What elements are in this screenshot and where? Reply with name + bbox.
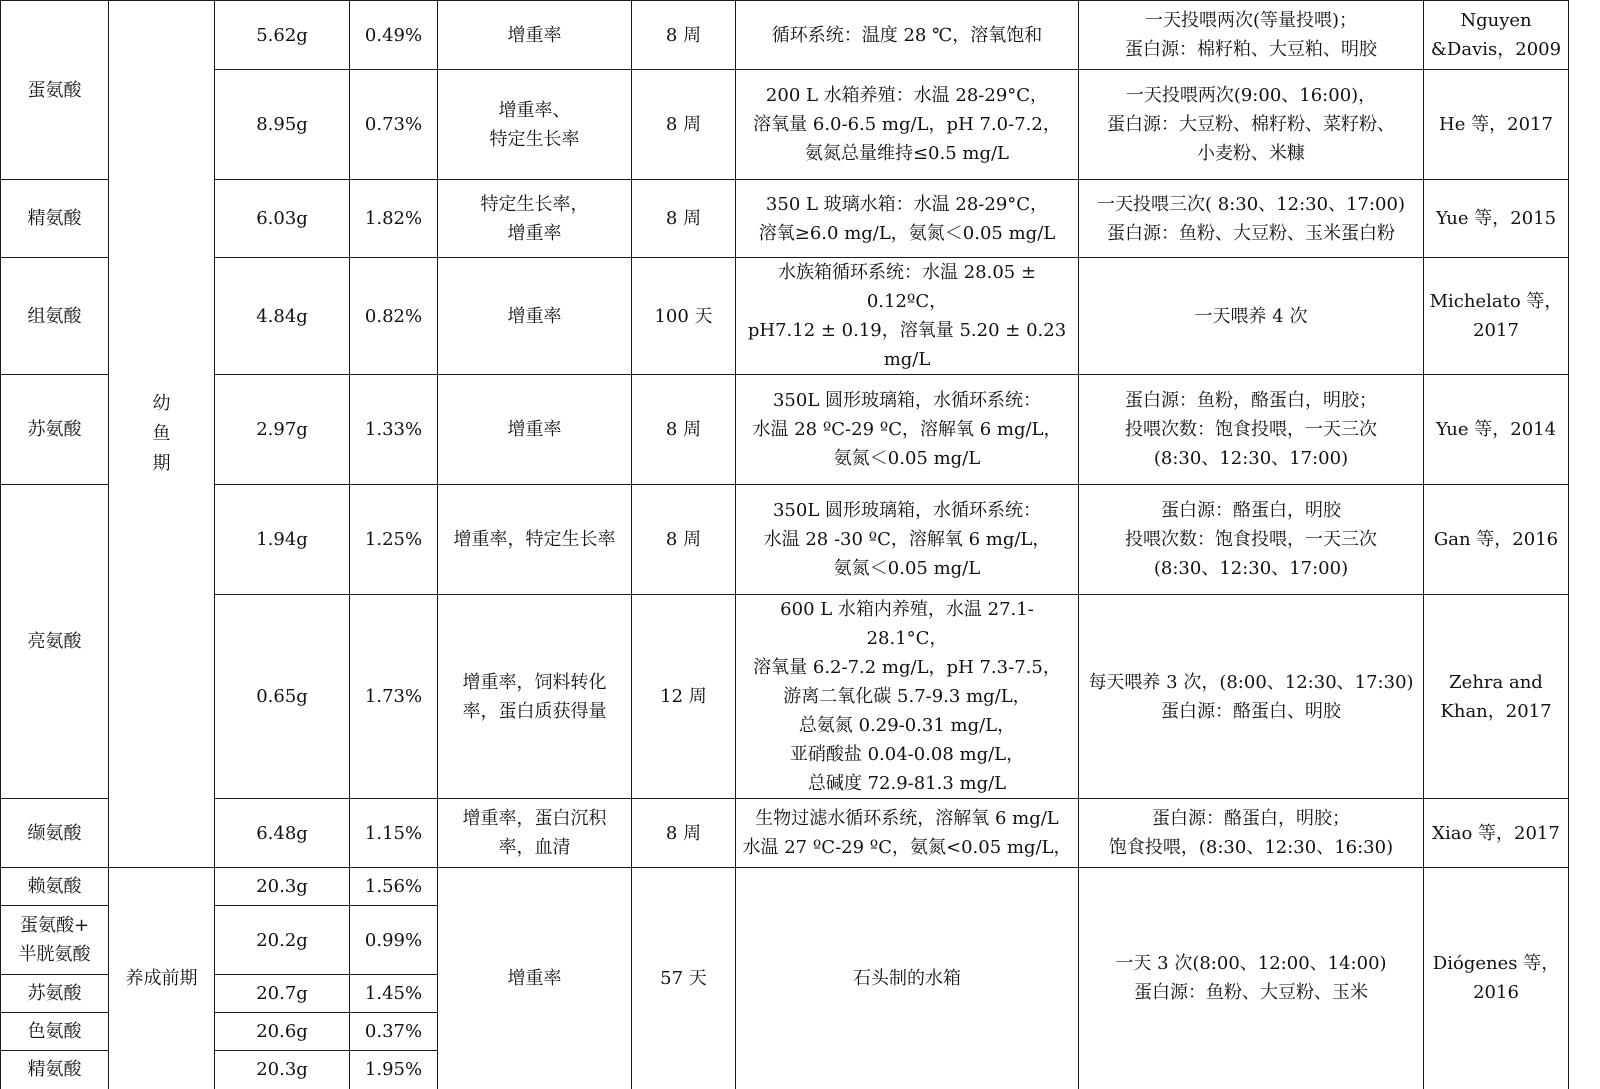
fish-weight-cell: 1.94g — [215, 485, 350, 595]
duration-cell: 8 周 — [632, 70, 736, 180]
requirement-cell: 1.45% — [350, 975, 438, 1013]
reference-cell: Gan 等，2016 — [1424, 485, 1569, 595]
requirement-cell: 1.73% — [350, 595, 438, 799]
requirement-cell: 1.25% — [350, 485, 438, 595]
indicator-cell: 增重率、 特定生长率 — [438, 70, 632, 180]
reference-cell: Yue 等，2015 — [1424, 180, 1569, 258]
conditions-cell: 水族箱循环系统：水温 28.05 ± 0.12ºC， pH7.12 ± 0.19，溶氧量 5.20 ± 0.23 mg/L — [736, 258, 1079, 375]
duration-cell: 12 周 — [632, 595, 736, 799]
amino-acid-cell: 色氨酸 — [1, 1013, 109, 1051]
fish-weight-cell: 6.48g — [215, 799, 350, 868]
fish-weight-cell: 2.97g — [215, 375, 350, 485]
table-row — [1, 258, 1569, 375]
conditions-cell: 600 L 水箱内养殖，水温 27.1-28.1°C， 溶氧量 6.2-7.2 mg/L，pH 7.3-7.5， 游离二氧化碳 5.7-9.3 mg/L， 总氨氮 0.29-0.31 mg/L， 亚硝酸盐 0.04-0.08 mg/L， 总碱度 72.9-81.3 mg/L — [736, 595, 1079, 799]
reference-cell: Yue 等，2014 — [1424, 375, 1569, 485]
indicator-cell: 增重率 — [438, 868, 632, 1089]
amino-acid-cell: 赖氨酸 — [1, 868, 109, 906]
conditions-cell: 350L 圆形玻璃箱，水循环系统： 水温 28 ºC-29 ºC，溶解氧 6 mg/L， 氨氮＜0.05 mg/L — [736, 375, 1079, 485]
amino-acid-cell: 苏氨酸 — [1, 375, 109, 485]
table-row — [1, 595, 1569, 799]
conditions-cell: 石头制的水箱 — [736, 868, 1079, 1089]
feeding-cell: 一天投喂两次(等量投喂)； 蛋白源：棉籽粕、大豆粕、明胶 — [1079, 1, 1424, 70]
indicator-cell: 增重率 — [438, 1, 632, 70]
reference-cell: Michelato 等， 2017 — [1424, 258, 1569, 375]
requirement-cell: 1.33% — [350, 375, 438, 485]
feeding-cell: 一天 3 次(8:00、12:00、14:00) 蛋白源：鱼粉、大豆粉、玉米 — [1079, 868, 1424, 1089]
duration-cell: 8 周 — [632, 375, 736, 485]
fish-weight-cell: 20.6g — [215, 1013, 350, 1051]
feeding-cell: 一天投喂两次(9:00、16:00)， 蛋白源：大豆粉、棉籽粉、菜籽粉、 小麦粉、米糠 — [1079, 70, 1424, 180]
requirement-cell: 0.49% — [350, 1, 438, 70]
fish-weight-cell: 8.95g — [215, 70, 350, 180]
table-row — [1, 799, 1569, 868]
requirement-cell: 1.82% — [350, 180, 438, 258]
fish-weight-cell: 6.03g — [215, 180, 350, 258]
conditions-cell: 350L 圆形玻璃箱，水循环系统： 水温 28 -30 ºC，溶解氧 6 mg/L， 氨氮＜0.05 mg/L — [736, 485, 1079, 595]
indicator-cell: 增重率，饲料转化 率，蛋白质获得量 — [438, 595, 632, 799]
indicator-cell: 增重率，特定生长率 — [438, 485, 632, 595]
fish-weight-cell: 0.65g — [215, 595, 350, 799]
indicator-cell: 增重率 — [438, 375, 632, 485]
duration-cell: 8 周 — [632, 1, 736, 70]
amino-acid-cell: 苏氨酸 — [1, 975, 109, 1013]
table-row — [1, 868, 1569, 906]
requirement-cell: 1.15% — [350, 799, 438, 868]
indicator-cell: 增重率，蛋白沉积 率，血清 — [438, 799, 632, 868]
growth-stage-cell: 养成前期 — [109, 868, 215, 1089]
duration-cell: 8 周 — [632, 180, 736, 258]
fish-weight-cell: 20.3g — [215, 1051, 350, 1089]
conditions-cell: 循环系统：温度 28 ℃，溶氧饱和 — [736, 1, 1079, 70]
indicator-cell: 增重率 — [438, 258, 632, 375]
amino-acid-cell: 缬氨酸 — [1, 799, 109, 868]
requirement-cell: 0.73% — [350, 70, 438, 180]
requirement-cell: 0.37% — [350, 1013, 438, 1051]
fish-weight-cell: 20.7g — [215, 975, 350, 1013]
duration-cell: 100 天 — [632, 258, 736, 375]
conditions-cell: 200 L 水箱养殖：水温 28-29°C， 溶氧量 6.0-6.5 mg/L，pH 7.0-7.2， 氨氮总量维持≤0.5 mg/L — [736, 70, 1079, 180]
amino-acid-cell: 组氨酸 — [1, 258, 109, 375]
requirement-cell: 1.95% — [350, 1051, 438, 1089]
conditions-cell: 生物过滤水循环系统，溶解氧 6 mg/L 水温 27 ºC-29 ºC，氨氮<0.05 mg/L， — [736, 799, 1079, 868]
reference-cell: Xiao 等，2017 — [1424, 799, 1569, 868]
duration-cell: 57 天 — [632, 868, 736, 1089]
feeding-cell: 每天喂养 3 次，(8:00、12:30、17:30) 蛋白源：酪蛋白、明胶 — [1079, 595, 1424, 799]
feeding-cell: 蛋白源：鱼粉，酪蛋白，明胶； 投喂次数：饱食投喂，一天三次 (8:30、12:30、17:00) — [1079, 375, 1424, 485]
amino-acid-cell: 精氨酸 — [1, 1051, 109, 1089]
feeding-cell: 一天投喂三次( 8:30、12:30、17:00) 蛋白源：鱼粉、大豆粉、玉米蛋白粉 — [1079, 180, 1424, 258]
growth-stage-cell: 幼 鱼 期 — [109, 1, 215, 868]
fish-weight-cell: 5.62g — [215, 1, 350, 70]
requirement-cell: 0.99% — [350, 906, 438, 975]
requirement-cell: 0.82% — [350, 258, 438, 375]
duration-cell: 8 周 — [632, 799, 736, 868]
fish-weight-cell: 4.84g — [215, 258, 350, 375]
feeding-cell: 一天喂养 4 次 — [1079, 258, 1424, 375]
table-row — [1, 375, 1569, 485]
amino-acid-cell: 亮氨酸 — [1, 485, 109, 799]
amino-acid-cell: 精氨酸 — [1, 180, 109, 258]
reference-cell: He 等，2017 — [1424, 70, 1569, 180]
conditions-cell: 350 L 玻璃水箱：水温 28-29°C， 溶氧≥6.0 mg/L，氨氮＜0.05 mg/L — [736, 180, 1079, 258]
feeding-cell: 蛋白源：酪蛋白，明胶； 饱食投喂，(8:30、12:30、16:30) — [1079, 799, 1424, 868]
fish-weight-cell: 20.2g — [215, 906, 350, 975]
table-row — [1, 180, 1569, 258]
reference-cell: Nguyen &Davis，2009 — [1424, 1, 1569, 70]
indicator-cell: 特定生长率， 增重率 — [438, 180, 632, 258]
requirement-cell: 1.56% — [350, 868, 438, 906]
feeding-cell: 蛋白源：酪蛋白，明胶 投喂次数：饱食投喂，一天三次 (8:30、12:30、17:00) — [1079, 485, 1424, 595]
table-row — [1, 1, 1569, 70]
amino-acid-cell: 蛋氨酸 — [1, 1, 109, 180]
reference-cell: Diógenes 等， 2016 — [1424, 868, 1569, 1089]
duration-cell: 8 周 — [632, 485, 736, 595]
reference-cell: Zehra and Khan，2017 — [1424, 595, 1569, 799]
fish-weight-cell: 20.3g — [215, 868, 350, 906]
table-row — [1, 70, 1569, 180]
table-row — [1, 485, 1569, 595]
amino-acid-cell: 蛋氨酸+ 半胱氨酸 — [1, 906, 109, 975]
